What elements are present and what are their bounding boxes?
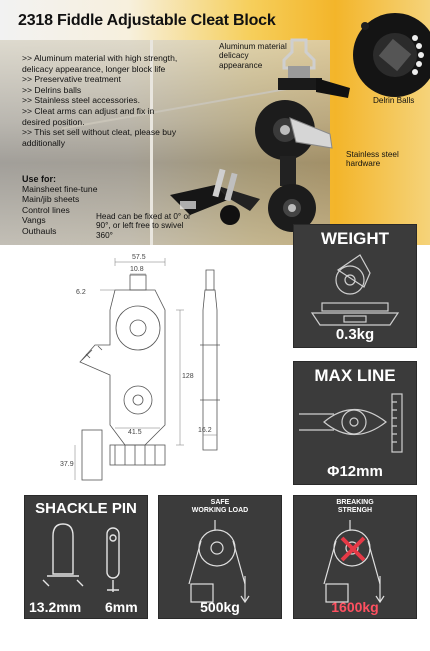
max-line-panel <box>293 361 417 485</box>
weight-value: 0.3kg <box>335 326 375 343</box>
shackle-pin-diameter: 6mm <box>105 599 138 615</box>
max-line-title: MAX LINE <box>314 366 396 385</box>
breaking-strength-panel <box>293 495 417 619</box>
dim-height: 128 <box>182 373 194 380</box>
use-item: Mainsheet fine-tune <box>22 184 98 194</box>
break-cross-icon <box>342 538 364 560</box>
swl-title-line2: WORKING LOAD <box>191 507 249 514</box>
use-item: Main/jib sheets <box>22 194 80 205</box>
feature-item: delicacy appearance, longer block life <box>22 63 166 74</box>
breaking-title-line2: STRENGH <box>337 507 373 514</box>
safe-working-load-panel <box>158 495 282 619</box>
dim-base-height: 37.9 <box>60 461 74 468</box>
use-for-heading: Use for: <box>22 174 57 184</box>
feature-item: >> Aluminum material with high strength, <box>22 53 178 63</box>
shackle-pin-panel <box>24 495 148 619</box>
feature-item: additionally <box>22 137 65 148</box>
feature-item: >> Cleat arms can adjust and fix in <box>22 105 155 116</box>
shackle-pin-title: SHACKLE PIN <box>35 500 137 517</box>
aluminum-callout: Aluminum material delicacy appearance <box>219 42 287 70</box>
use-list <box>22 184 97 236</box>
feature-item: desired position. <box>22 116 85 127</box>
feature-item: >> Preservative treatment <box>22 74 121 85</box>
delrin-balls-closeup <box>335 10 430 98</box>
feature-item: >> Stainless steel accessories. <box>22 95 140 106</box>
feature-item: >> This set sell without cleat, please buy <box>22 127 177 138</box>
dim-width-top: 57.5 <box>132 254 146 261</box>
technical-drawing <box>20 250 280 488</box>
shackle-pin-width: 13.2mm <box>29 599 82 615</box>
breaking-strength-value: 1600kg <box>331 599 379 615</box>
swl-title-line1: SAFE <box>210 499 230 506</box>
weight-title: WEIGHT <box>321 229 389 248</box>
feature-item: >> Delrins balls <box>22 84 82 95</box>
dim-pin: 6.2 <box>76 289 86 296</box>
head-swivel-callout: Head can be fixed at 0° or 90°, or left free to swivel 360° <box>96 212 191 240</box>
use-item: Outhauls <box>22 225 57 236</box>
delrin-callout: Delrin Balls <box>373 96 415 105</box>
weight-panel <box>293 224 417 348</box>
feature-list <box>22 53 202 148</box>
breaking-title-line1: BREAKING <box>336 499 374 506</box>
safe-working-load-value: 500kg <box>200 599 240 615</box>
use-item: Control lines <box>22 204 70 215</box>
max-line-value: Φ12mm <box>327 463 383 480</box>
use-item: Vangs <box>22 215 46 226</box>
page-title: 2318 Fiddle Adjustable Cleat Block <box>18 12 276 29</box>
hero-banner <box>0 0 430 245</box>
dim-side-width: 16.2 <box>198 427 212 434</box>
dim-bottom-width: 41.5 <box>128 429 142 436</box>
dim-inner: 10.8 <box>130 266 144 273</box>
stainless-callout: Stainless steel hardware <box>346 150 399 169</box>
